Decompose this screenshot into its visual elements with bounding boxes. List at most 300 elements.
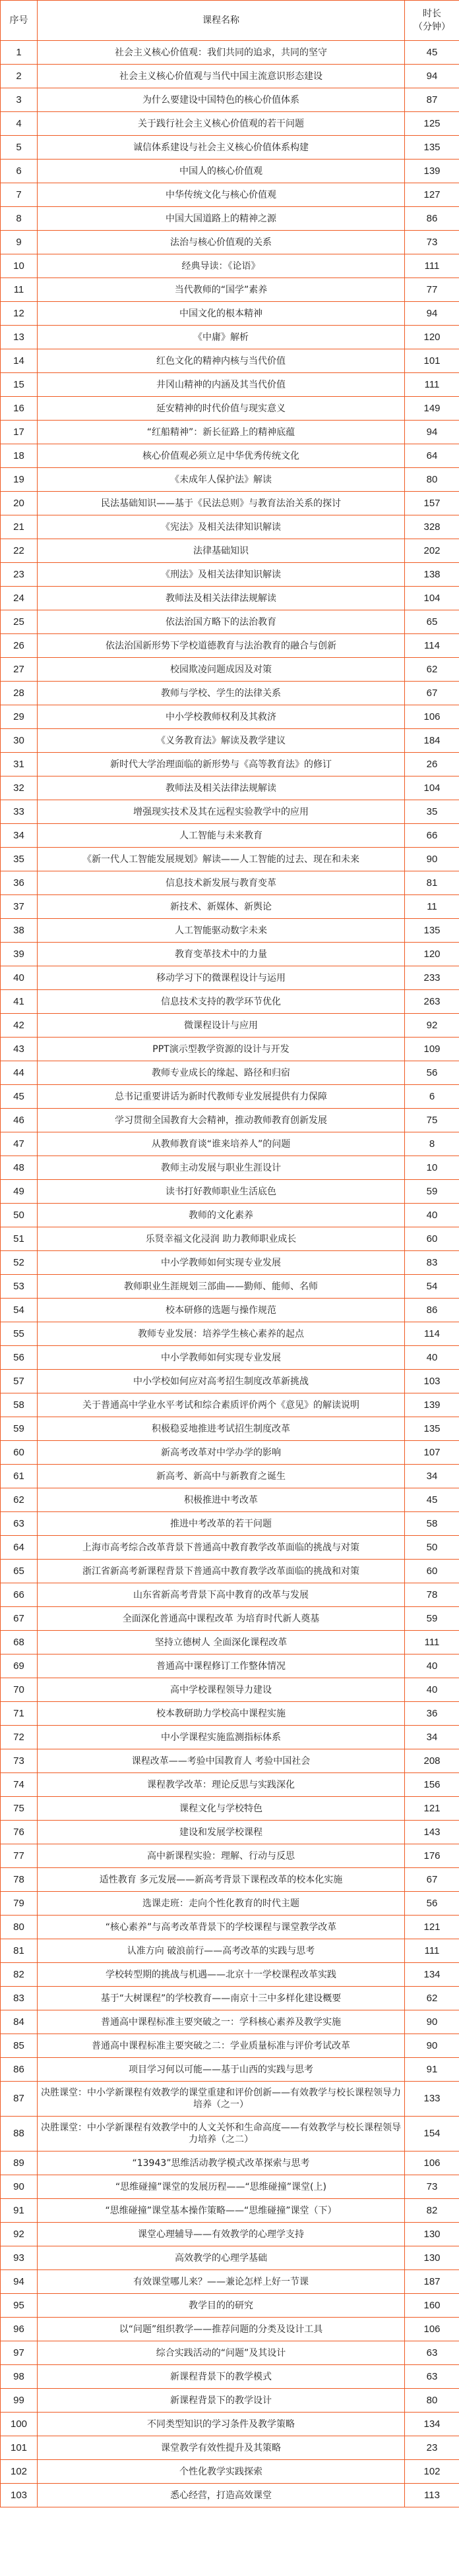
row-number: 81	[1, 1939, 38, 1963]
course-duration: 263	[405, 990, 459, 1014]
row-number: 43	[1, 1038, 38, 1061]
course-title: “核心素养”与高考改革背景下的学校课程与课堂教学改革	[38, 1916, 405, 1939]
table-row	[1, 2082, 459, 2117]
table-row	[1, 1678, 459, 1702]
table-row	[1, 1417, 459, 1441]
course-title: 校本教研助力学校高中课程实施	[38, 1702, 405, 1726]
course-duration: 94	[405, 421, 459, 444]
row-number: 93	[1, 2246, 38, 2270]
course-title: 高中学校课程领导力建设	[38, 1678, 405, 1702]
course-title: 普通高中课程标准主要突破之一：学科核心素养及教学实施	[38, 2010, 405, 2034]
course-duration: 40	[405, 1678, 459, 1702]
table-row	[1, 1536, 459, 1560]
row-number: 9	[1, 231, 38, 254]
table-row	[1, 1654, 459, 1678]
course-duration: 63	[405, 2365, 459, 2389]
course-duration: 62	[405, 658, 459, 682]
row-number: 54	[1, 1299, 38, 1322]
table-row	[1, 966, 459, 990]
course-title: 山东省新高考背景下高中教育的改革与发展	[38, 1583, 405, 1607]
course-title: 新课程背景下的教学模式	[38, 2365, 405, 2389]
table-row	[1, 1963, 459, 1987]
table-row	[1, 65, 459, 88]
course-title: PPT演示型教学资源的设计与开发	[38, 1038, 405, 1061]
course-title: 中华传统文化与核心价值观	[38, 183, 405, 207]
row-number: 14	[1, 349, 38, 373]
course-title: 教师专业发展：培养学生核心素养的起点	[38, 1322, 405, 1346]
course-duration: 10	[405, 1156, 459, 1180]
course-title: 中小学校教师权利及其救济	[38, 705, 405, 729]
course-title: 读书打好教师职业生活底色	[38, 1180, 405, 1204]
row-number: 90	[1, 2175, 38, 2199]
course-title: 信息技术新发展与教育变革	[38, 871, 405, 895]
course-title: 高效教学的心理学基础	[38, 2246, 405, 2270]
table-row	[1, 2175, 459, 2199]
header-duration-label: 时长	[423, 9, 441, 19]
course-duration: 134	[405, 2413, 459, 2436]
header-no: 序号	[1, 1, 38, 41]
row-number: 44	[1, 1061, 38, 1085]
table-row	[1, 634, 459, 658]
row-number: 76	[1, 1821, 38, 1844]
course-duration: 328	[405, 515, 459, 539]
row-number: 67	[1, 1607, 38, 1631]
table-row	[1, 1299, 459, 1322]
course-title: 适性教育 多元发展——新高考背景下课程改革的校本化实施	[38, 1868, 405, 1892]
course-duration: 67	[405, 1868, 459, 1892]
row-number: 53	[1, 1275, 38, 1299]
table-row	[1, 160, 459, 183]
course-title: 教师主动发展与职业生涯设计	[38, 1156, 405, 1180]
row-number: 103	[1, 2484, 38, 2507]
row-number: 68	[1, 1631, 38, 1654]
row-number: 61	[1, 1465, 38, 1488]
table-row	[1, 1488, 459, 1512]
row-number: 1	[1, 41, 38, 65]
row-number: 59	[1, 1417, 38, 1441]
table-row	[1, 1702, 459, 1726]
course-title: 推进中考改革的若干问题	[38, 1512, 405, 1536]
table-row	[1, 2436, 459, 2460]
course-title: 《义务教育法》解读及教学建议	[38, 729, 405, 753]
course-title: 教师职业生涯规划三部曲——勤师、能师、名师	[38, 1275, 405, 1299]
row-number: 91	[1, 2199, 38, 2223]
course-title: 新高考改革对中学办学的影响	[38, 1441, 405, 1465]
course-title: 基于“大树课程”的学校教育——南京十三中多样化建设概要	[38, 1987, 405, 2010]
course-duration: 125	[405, 112, 459, 136]
course-duration: 130	[405, 2246, 459, 2270]
course-title: 课程文化与学校特色	[38, 1797, 405, 1821]
table-row	[1, 1180, 459, 1204]
row-number: 10	[1, 254, 38, 278]
course-duration: 82	[405, 2199, 459, 2223]
table-row	[1, 1939, 459, 1963]
course-title: 总书记重要讲话为新时代教师专业发展提供有力保障	[38, 1085, 405, 1109]
table-row	[1, 1987, 459, 2010]
row-number: 24	[1, 587, 38, 610]
course-title: 中国大国道路上的精神之源	[38, 207, 405, 231]
row-number: 74	[1, 1773, 38, 1797]
row-number: 66	[1, 1583, 38, 1607]
course-title: 校本研修的选题与操作规范	[38, 1299, 405, 1322]
course-title: 关于普通高中学业水平考试和综合素质评价两个《意见》的解读说明	[38, 1393, 405, 1417]
row-number: 51	[1, 1227, 38, 1251]
table-row	[1, 2058, 459, 2082]
table-row	[1, 1038, 459, 1061]
row-number: 18	[1, 444, 38, 468]
course-duration: 176	[405, 1844, 459, 1868]
row-number: 31	[1, 753, 38, 776]
course-title: 延安精神的时代价值与现实意义	[38, 397, 405, 421]
table-row	[1, 871, 459, 895]
course-duration: 40	[405, 1204, 459, 1227]
course-title: 有效课堂哪儿来？——兼论怎样上好一节课	[38, 2270, 405, 2294]
course-duration: 80	[405, 2389, 459, 2413]
course-duration: 121	[405, 1797, 459, 1821]
course-title: 全面深化普通高中课程改革 为培育时代新人奠基	[38, 1607, 405, 1631]
course-duration: 59	[405, 1180, 459, 1204]
course-title: 普通高中课程标准主要突破之二：学业质量标准与评价考试改革	[38, 2034, 405, 2058]
course-title: 井冈山精神的内涵及其当代价值	[38, 373, 405, 397]
course-duration: 127	[405, 183, 459, 207]
row-number: 13	[1, 326, 38, 349]
table-row	[1, 373, 459, 397]
course-duration: 8	[405, 1132, 459, 1156]
table-row	[1, 943, 459, 966]
table-row	[1, 2460, 459, 2484]
row-number: 80	[1, 1916, 38, 1939]
course-duration: 65	[405, 610, 459, 634]
course-duration: 107	[405, 1441, 459, 1465]
course-duration: 58	[405, 1512, 459, 1536]
row-number: 12	[1, 302, 38, 326]
row-number: 79	[1, 1892, 38, 1916]
row-number: 72	[1, 1726, 38, 1749]
table-row	[1, 895, 459, 919]
row-number: 50	[1, 1204, 38, 1227]
row-number: 95	[1, 2294, 38, 2318]
course-title: 新课程背景下的教学设计	[38, 2389, 405, 2413]
course-title: 课程改革——考验中国教育人 考验中国社会	[38, 1749, 405, 1773]
row-number: 8	[1, 207, 38, 231]
course-duration: 202	[405, 539, 459, 563]
table-row	[1, 848, 459, 871]
row-number: 35	[1, 848, 38, 871]
course-duration: 26	[405, 753, 459, 776]
table-row	[1, 800, 459, 824]
table-row	[1, 136, 459, 160]
course-duration: 160	[405, 2294, 459, 2318]
row-number: 99	[1, 2389, 38, 2413]
table-row	[1, 2413, 459, 2436]
row-number: 42	[1, 1014, 38, 1038]
course-duration: 40	[405, 1654, 459, 1678]
course-duration: 80	[405, 468, 459, 492]
course-title: 增强现实技术及其在远程实验教学中的应用	[38, 800, 405, 824]
course-duration: 94	[405, 302, 459, 326]
table-row	[1, 1251, 459, 1275]
table-row	[1, 729, 459, 753]
course-title: 中小学教师如何实现专业发展	[38, 1346, 405, 1370]
course-title: 不同类型知识的学习条件及教学策略	[38, 2413, 405, 2436]
row-number: 36	[1, 871, 38, 895]
table-row	[1, 2318, 459, 2341]
course-title: 人工智能与未来教育	[38, 824, 405, 848]
row-number: 63	[1, 1512, 38, 1536]
row-number: 87	[1, 2082, 38, 2117]
course-duration: 135	[405, 919, 459, 943]
course-duration: 67	[405, 682, 459, 705]
course-duration: 73	[405, 231, 459, 254]
course-duration: 45	[405, 1488, 459, 1512]
row-number: 85	[1, 2034, 38, 2058]
table-row	[1, 231, 459, 254]
header-title: 课程名称	[38, 1, 405, 41]
course-title: 中国人的核心价值观	[38, 160, 405, 183]
row-number: 56	[1, 1346, 38, 1370]
course-duration: 113	[405, 2484, 459, 2507]
table-row	[1, 705, 459, 729]
table-row	[1, 2341, 459, 2365]
course-duration: 101	[405, 349, 459, 373]
course-title: 《刑法》及相关法律知识解读	[38, 563, 405, 587]
row-number: 17	[1, 421, 38, 444]
course-duration: 73	[405, 2175, 459, 2199]
row-number: 75	[1, 1797, 38, 1821]
table-row	[1, 349, 459, 373]
course-title: 《中庸》解析	[38, 326, 405, 349]
row-number: 7	[1, 183, 38, 207]
table-row	[1, 2484, 459, 2507]
course-duration: 92	[405, 1014, 459, 1038]
course-duration: 91	[405, 2058, 459, 2082]
table-row	[1, 1156, 459, 1180]
row-number: 25	[1, 610, 38, 634]
course-duration: 154	[405, 2117, 459, 2152]
row-number: 15	[1, 373, 38, 397]
course-duration: 45	[405, 41, 459, 65]
course-title: “思维碰撞”课堂的发展历程——“思维碰撞”课堂(上)	[38, 2175, 405, 2199]
table-row	[1, 1227, 459, 1251]
course-duration: 36	[405, 1702, 459, 1726]
course-duration: 134	[405, 1963, 459, 1987]
row-number: 47	[1, 1132, 38, 1156]
row-number: 58	[1, 1393, 38, 1417]
table-row	[1, 1607, 459, 1631]
course-title: 积极稳妥地推进考试招生制度改革	[38, 1417, 405, 1441]
row-number: 28	[1, 682, 38, 705]
course-title: 中小学校如何应对高考招生制度改革新挑战	[38, 1370, 405, 1393]
course-title: 高中新课程实验：理解、行动与反思	[38, 1844, 405, 1868]
table-row	[1, 1560, 459, 1583]
row-number: 5	[1, 136, 38, 160]
course-duration: 94	[405, 65, 459, 88]
course-title: 法律基础知识	[38, 539, 405, 563]
table-row	[1, 112, 459, 136]
row-number: 26	[1, 634, 38, 658]
course-title: 建设和发展学校课程	[38, 1821, 405, 1844]
row-number: 40	[1, 966, 38, 990]
table-row	[1, 468, 459, 492]
course-title: 课堂教学有效性提升及其策略	[38, 2436, 405, 2460]
row-number: 69	[1, 1654, 38, 1678]
table-row	[1, 658, 459, 682]
course-duration: 23	[405, 2436, 459, 2460]
table-row	[1, 1916, 459, 1939]
course-duration: 233	[405, 966, 459, 990]
course-duration: 86	[405, 207, 459, 231]
course-duration: 149	[405, 397, 459, 421]
row-number: 45	[1, 1085, 38, 1109]
row-number: 23	[1, 563, 38, 587]
row-number: 64	[1, 1536, 38, 1560]
row-number: 73	[1, 1749, 38, 1773]
row-number: 38	[1, 919, 38, 943]
course-title: 新技术、新媒体、新舆论	[38, 895, 405, 919]
table-row	[1, 1892, 459, 1916]
course-duration: 59	[405, 1607, 459, 1631]
table-row	[1, 1821, 459, 1844]
row-number: 97	[1, 2341, 38, 2365]
table-row	[1, 2034, 459, 2058]
table-row	[1, 2199, 459, 2223]
row-number: 84	[1, 2010, 38, 2034]
row-number: 101	[1, 2436, 38, 2460]
table-row	[1, 421, 459, 444]
course-title: 为什么要建设中国特色的核心价值体系	[38, 88, 405, 112]
course-title: 《新一代人工智能发展规划》解读——人工智能的过去、现在和未来	[38, 848, 405, 871]
course-duration: 63	[405, 2341, 459, 2365]
course-duration: 208	[405, 1749, 459, 1773]
row-number: 4	[1, 112, 38, 136]
course-title: 社会主义核心价值观与当代中国主流意识形态建设	[38, 65, 405, 88]
row-number: 27	[1, 658, 38, 682]
course-title: 教育变革技术中的力量	[38, 943, 405, 966]
table-row	[1, 278, 459, 302]
row-number: 34	[1, 824, 38, 848]
row-number: 70	[1, 1678, 38, 1702]
course-duration: 138	[405, 563, 459, 587]
table-row	[1, 492, 459, 515]
course-duration: 111	[405, 1939, 459, 1963]
course-duration: 86	[405, 1299, 459, 1322]
table-row	[1, 41, 459, 65]
course-duration: 34	[405, 1465, 459, 1488]
table-row	[1, 776, 459, 800]
course-duration: 77	[405, 278, 459, 302]
table-row	[1, 2270, 459, 2294]
course-duration: 90	[405, 2010, 459, 2034]
course-title: 民法基础知识——基于《民法总则》与教育法治关系的探讨	[38, 492, 405, 515]
course-title: 个性化教学实践探索	[38, 2460, 405, 2484]
course-title: “思维碰撞”课堂基本操作策略——“思维碰撞”课堂（下）	[38, 2199, 405, 2223]
header-duration-unit: （分钟）	[413, 22, 450, 32]
table-row	[1, 2010, 459, 2034]
course-duration: 11	[405, 895, 459, 919]
table-row	[1, 1322, 459, 1346]
table-row	[1, 2246, 459, 2270]
course-title: 决胜课堂：中小学新课程有效教学中的人文关怀和生命高度——有效教学与校长课程领导力培养（之二）	[38, 2117, 405, 2152]
course-duration: 114	[405, 1322, 459, 1346]
row-number: 86	[1, 2058, 38, 2082]
table-header-row	[1, 1, 459, 41]
row-number: 96	[1, 2318, 38, 2341]
row-number: 2	[1, 65, 38, 88]
course-duration: 106	[405, 2318, 459, 2341]
row-number: 29	[1, 705, 38, 729]
course-title: 法治与核心价值观的关系	[38, 231, 405, 254]
course-duration: 187	[405, 2270, 459, 2294]
table-row	[1, 207, 459, 231]
course-title: 当代教师的“国学”素养	[38, 278, 405, 302]
table-row	[1, 990, 459, 1014]
table-row	[1, 1773, 459, 1797]
table-row	[1, 1797, 459, 1821]
table-row	[1, 1346, 459, 1370]
course-title: 坚持立德树人 全面深化课程改革	[38, 1631, 405, 1654]
row-number: 94	[1, 2270, 38, 2294]
table-row	[1, 610, 459, 634]
course-title: 中小学教师如何实现专业发展	[38, 1251, 405, 1275]
row-number: 48	[1, 1156, 38, 1180]
course-title: 《未成年人保护法》解读	[38, 468, 405, 492]
course-title: 经典导读：《论语》	[38, 254, 405, 278]
course-title: 教师专业成长的缘起、路径和归宿	[38, 1061, 405, 1085]
table-row	[1, 1132, 459, 1156]
course-title: 教师法及相关法律法规解读	[38, 776, 405, 800]
course-title: 教学目的的研究	[38, 2294, 405, 2318]
course-duration: 139	[405, 1393, 459, 1417]
course-title: 诚信体系建设与社会主义核心价值体系构建	[38, 136, 405, 160]
table-row	[1, 2223, 459, 2246]
course-duration: 143	[405, 1821, 459, 1844]
course-duration: 78	[405, 1583, 459, 1607]
row-number: 21	[1, 515, 38, 539]
course-title: 新时代大学治理面临的新形势与《高等教育法》的修订	[38, 753, 405, 776]
table-row	[1, 1061, 459, 1085]
course-duration: 64	[405, 444, 459, 468]
row-number: 6	[1, 160, 38, 183]
row-number: 37	[1, 895, 38, 919]
course-duration: 156	[405, 1773, 459, 1797]
row-number: 30	[1, 729, 38, 753]
row-number: 55	[1, 1322, 38, 1346]
header-duration	[405, 1, 459, 41]
course-duration: 54	[405, 1275, 459, 1299]
course-duration: 120	[405, 943, 459, 966]
row-number: 82	[1, 1963, 38, 1987]
course-duration: 56	[405, 1061, 459, 1085]
row-number: 60	[1, 1441, 38, 1465]
table-row	[1, 1583, 459, 1607]
course-title: 以“问题”组织教学——推荐问题的分类及设计工具	[38, 2318, 405, 2341]
table-row	[1, 326, 459, 349]
course-duration: 75	[405, 1109, 459, 1132]
course-duration: 111	[405, 1631, 459, 1654]
table-row	[1, 563, 459, 587]
course-title: “红船精神”：新长征路上的精神底蕴	[38, 421, 405, 444]
course-title: 课程教学改革：理论反思与实践深化	[38, 1773, 405, 1797]
course-title: 学校转型期的挑战与机遇——北京十一学校课程改革实践	[38, 1963, 405, 1987]
course-title: 乐贤幸福文化浸润 助力教师职业成长	[38, 1227, 405, 1251]
course-title: 教师法及相关法律法规解读	[38, 587, 405, 610]
table-row	[1, 1393, 459, 1417]
course-duration: 135	[405, 136, 459, 160]
course-duration: 135	[405, 1417, 459, 1441]
table-row	[1, 682, 459, 705]
course-duration: 62	[405, 1987, 459, 2010]
course-title: 教师的文化素养	[38, 1204, 405, 1227]
